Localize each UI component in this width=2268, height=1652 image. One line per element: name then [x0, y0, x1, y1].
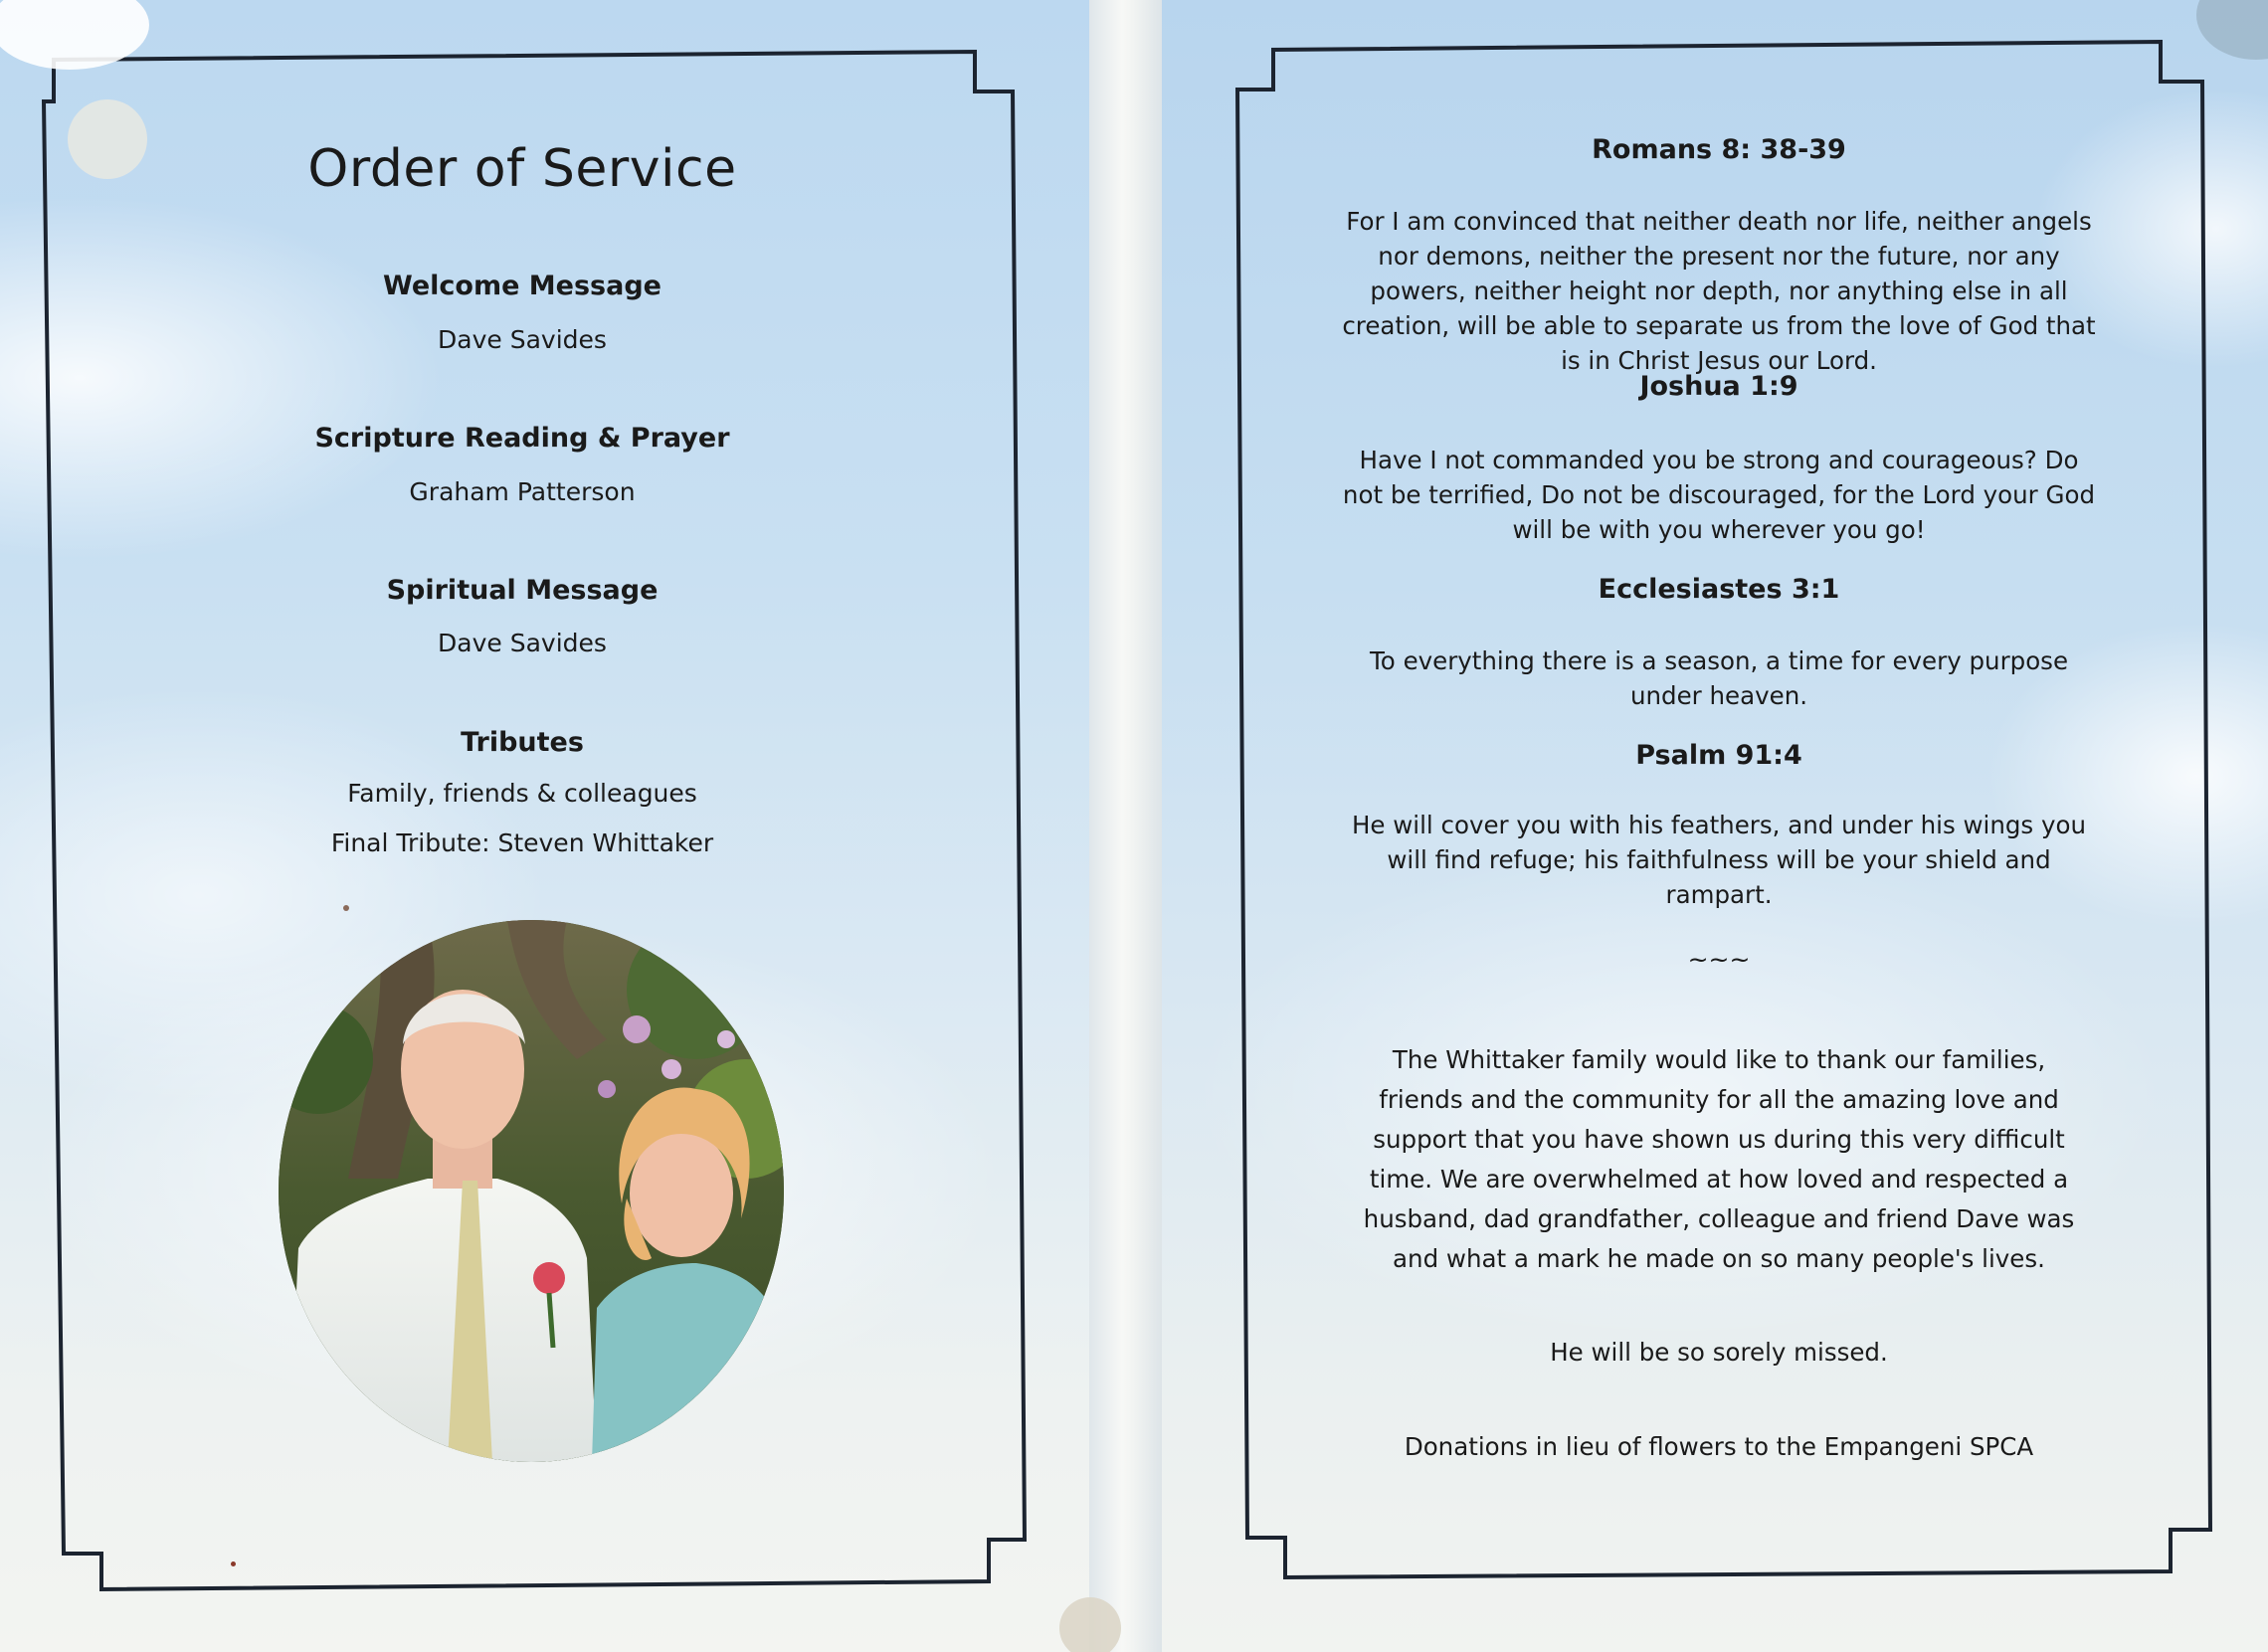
section-speaker-spiritual: Dave Savides	[438, 629, 607, 657]
verse-reference-romans: Romans 8: 38-39	[1592, 134, 1846, 165]
verse-text-joshua: Have I not commanded you be strong and courageous? Do not be terrified, Do not be discouraged, for the Lord your God will be with you wherever you go!	[1342, 446, 2096, 544]
verse-reference-psalm: Psalm 91:4	[1635, 740, 1802, 771]
missed-message: He will be so sorely missed.	[1550, 1338, 1888, 1367]
section-heading-spiritual: Spiritual Message	[386, 575, 659, 606]
section-separator: ~~~	[1687, 945, 1751, 974]
verse-reference-ecclesiastes: Ecclesiastes 3:1	[1598, 574, 1840, 605]
verse-text-ecclesiastes: To everything there is a season, a time for every purpose under heaven.	[1369, 646, 2069, 710]
paper-speck	[343, 905, 349, 911]
section-heading-scripture: Scripture Reading & Prayer	[314, 423, 730, 454]
section-line-final-tribute: Final Tribute: Steven Whittaker	[330, 828, 714, 857]
section-heading-tributes: Tributes	[461, 727, 584, 758]
portrait-illustration	[279, 920, 784, 1462]
verse-text-romans: For I am convinced that neither death nor life, neither angels nor demons, neither the present nor the future, nor any powers, neither height nor depth, nor anything else in all creation, will be able to separate us from the love of God that is in Christ Jesus our Lord.	[1342, 207, 2096, 375]
paper-speck	[231, 1561, 236, 1566]
verse-text-psalm: He will cover you with his feathers, and under his wings you will find refuge; his faithfulness will be your shield and rampart.	[1351, 811, 2086, 909]
section-line-tributes: Family, friends & colleagues	[347, 779, 697, 808]
paper-stain	[68, 99, 147, 179]
left-page	[0, 0, 1089, 1652]
couple-portrait-photo	[279, 920, 784, 1462]
section-speaker-scripture: Graham Patterson	[409, 477, 636, 506]
center-fold	[1089, 0, 1162, 1652]
page-title: Order of Service	[307, 139, 737, 199]
section-speaker-welcome: Dave Savides	[438, 325, 607, 354]
donations-note: Donations in lieu of flowers to the Empangeni SPCA	[1404, 1432, 2034, 1461]
verse-reference-joshua: Joshua 1:9	[1639, 371, 1798, 402]
thank-you-message: The Whittaker family would like to thank our families, friends and the community for all the amazing love and support that you have shown us during this very difficult time. We are overwhelmed at how loved and respected a husband, dad grandfather, colleague and friend Dave was and what a mark he made on so many people's lives.	[1363, 1045, 2075, 1273]
paper-stain	[1059, 1597, 1121, 1652]
section-heading-welcome: Welcome Message	[383, 271, 662, 301]
right-page	[1162, 0, 2268, 1652]
